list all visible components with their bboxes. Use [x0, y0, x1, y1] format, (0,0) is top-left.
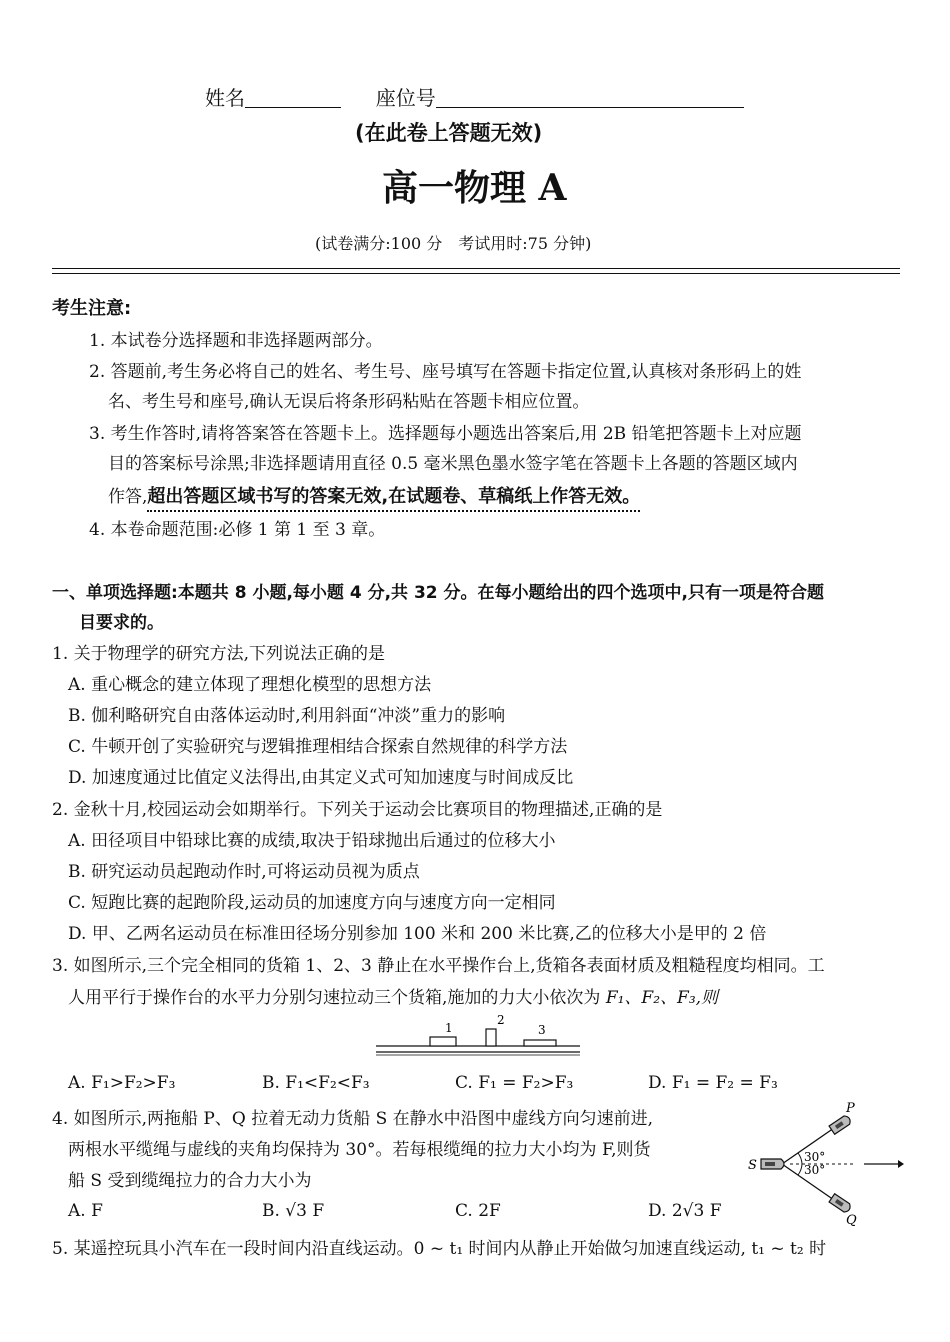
name-label: 姓名 [205, 86, 245, 110]
option: D. 甲、乙两名运动员在标准田径场分别参加 100 米和 200 米比赛,乙的位移大小是甲的 2 倍 [68, 924, 767, 944]
invalid-note: (在此卷上答题无效) [355, 121, 543, 145]
option: C. 2F [455, 1201, 501, 1221]
tugboat-Q [829, 1194, 852, 1214]
box-3 [524, 1040, 556, 1046]
ship-label-S: S [748, 1158, 757, 1173]
box-label: 2 [497, 1013, 505, 1027]
option: B. √3 F [262, 1201, 325, 1221]
box-label: 3 [538, 1023, 546, 1037]
seat-label: 座位号 [375, 86, 436, 110]
option: D. 2√3 F [648, 1201, 722, 1221]
option: A. F₁>F₂>F₃ [68, 1073, 176, 1093]
question-stem-cont [68, 983, 718, 1008]
box-1 [430, 1037, 456, 1046]
divider-bottom [52, 273, 900, 274]
option: A. F [68, 1201, 103, 1221]
box-2 [486, 1029, 496, 1046]
box-label: 1 [445, 1021, 453, 1035]
option: C. 短跑比赛的起跑阶段,运动员的加速度方向与速度方向一定相同 [68, 893, 556, 913]
question-stem: 1. 关于物理学的研究方法,下列说法正确的是 [52, 644, 386, 664]
question-stem-cont: 船 S 受到缆绳拉力的合力大小为 [68, 1171, 312, 1191]
notice-item: 名、考生号和座号,确认无误后将条形码粘贴在答题卡相应位置。 [108, 392, 590, 412]
question-stem: 4. 如图所示,两拖船 P、Q 拉着无动力货船 S 在静水中沿图中虚线方向匀速前进, [52, 1109, 654, 1129]
option: C. F₁ = F₂>F₃ [455, 1073, 574, 1093]
stem-text: 人用平行于操作台的水平力分别匀速拉动三个货箱,施加的力大小依次为 [68, 988, 601, 1008]
question-stem: 3. 如图所示,三个完全相同的货箱 1、2、3 静止在水平操作台上,货箱各表面材质及粗糙程度均相同。工 [52, 956, 825, 976]
option: D. 加速度通过比值定义法得出,由其定义式可知加速度与时间成反比 [68, 768, 574, 788]
tug-label-P: P [846, 1101, 855, 1116]
tugboat-P [829, 1114, 852, 1134]
notice-item-prefix: 作答, [108, 487, 148, 507]
section-heading-cont: 目要求的。 [79, 613, 164, 633]
notice-item [108, 482, 640, 508]
name-blank [245, 89, 341, 108]
question-stem-cont: 两根水平缆绳与虚线的夹角均保持为 30°。若每根缆绳的拉力大小均为 F,则货 [68, 1140, 651, 1160]
section-heading: 一、单项选择题:本题共 8 小题,每小题 4 分,共 32 分。在每小题给出的四个选项中,只有一项是符合题 [52, 583, 824, 603]
force-vars: F₁、F₂、F₃,则 [605, 988, 719, 1008]
seat-blank [436, 89, 744, 108]
option: B. 伽利略研究自由落体运动时,利用斜面“冲淡”重力的影响 [68, 706, 506, 726]
notice-item: 2. 答题前,考生务必将自己的姓名、考生号、座号填写在答题卡指定位置,认真核对条形码上的姓 [89, 362, 802, 382]
notice-heading: 考生注意: [52, 298, 132, 319]
notice-item: 3. 考生作答时,请将答案答在答题卡上。选择题每小题选出答案后,用 2B 铅笔把答题卡上对应题 [89, 424, 802, 444]
option: B. 研究运动员起跑动作时,可将运动员视为质点 [68, 862, 420, 882]
question-stem: 5. 某遥控玩具小汽车在一段时间内沿直线运动。0 ~ t₁ 时间内从静止开始做匀加速直线运动, t₁ ~ t₂ 时 [52, 1239, 827, 1259]
option: D. F₁ = F₂ = F₃ [648, 1073, 778, 1093]
name-field [205, 82, 744, 111]
angle-label-upper: 30° [804, 1150, 826, 1164]
notice-emphasis: 超出答题区域书写的答案无效,在试题卷、草稿纸上作答无效。 [147, 486, 640, 512]
cargo-boxes-figure [372, 1008, 584, 1060]
notice-item: 目的答案标号涂黑;非选择题请用直径 0.5 毫米黑色墨水签字笔在答题卡上各题的答题区域内 [108, 454, 798, 474]
tugboat-figure [742, 1098, 904, 1226]
option: B. F₁<F₂<F₃ [262, 1073, 370, 1093]
page-subtitle: (试卷满分:100 分 考试用时:75 分钟) [315, 234, 592, 253]
notice-item: 1. 本试卷分选择题和非选择题两部分。 [89, 331, 383, 351]
option: A. 田径项目中铅球比赛的成绩,取决于铅球抛出后通过的位移大小 [68, 831, 556, 851]
option: A. 重心概念的建立体现了理想化模型的思想方法 [68, 675, 432, 695]
angle-label-lower: 30° [804, 1163, 826, 1177]
cargo-ship-S [761, 1159, 784, 1169]
option: C. 牛顿开创了实验研究与逻辑推理相结合探索自然规律的科学方法 [68, 737, 568, 757]
page-title: 高一物理 A [382, 167, 567, 209]
divider-top [52, 268, 900, 269]
tug-label-Q: Q [846, 1213, 857, 1226]
notice-item: 4. 本卷命题范围:必修 1 第 1 至 3 章。 [89, 520, 386, 540]
question-stem: 2. 金秋十月,校园运动会如期举行。下列关于运动会比赛项目的物理描述,正确的是 [52, 800, 663, 820]
